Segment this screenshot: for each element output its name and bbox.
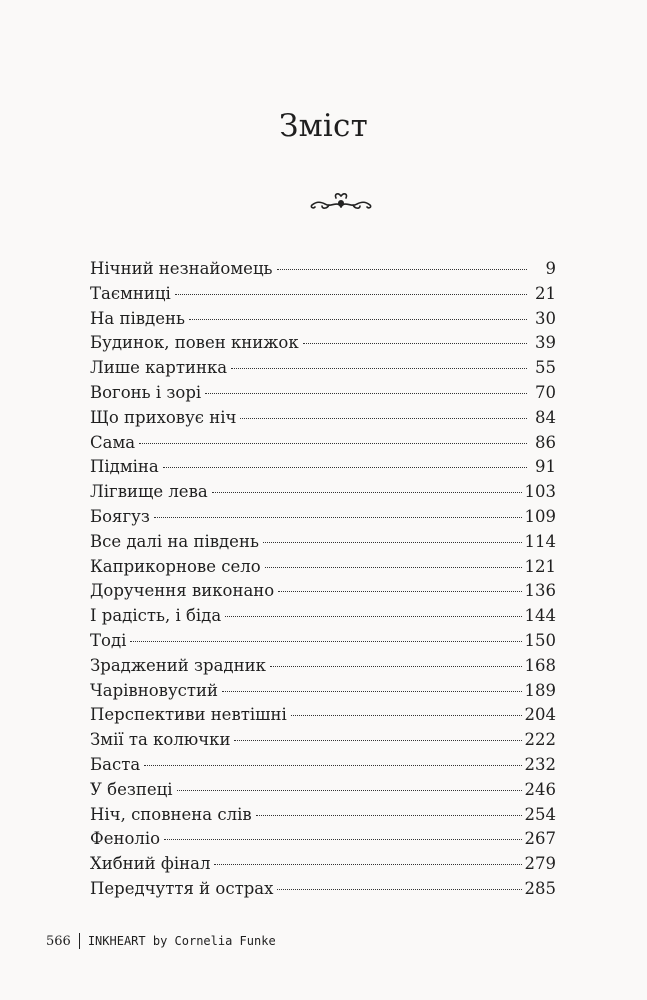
toc-entry [90,879,556,904]
toc-entry-title: Ніч, сповнена слів [90,804,252,824]
dot-leader [263,542,522,543]
toc-entry-page: 189 [524,680,556,700]
toc-entry-title: Вогонь і зорі [90,382,202,402]
dot-leader [163,467,527,468]
footer-book-title: INKHEART by Cornelia Funke [87,934,276,948]
toc-entry [90,557,556,582]
toc-entry-page: 222 [524,730,556,750]
dot-leader [154,517,522,518]
toc-entry [90,780,556,805]
toc-entry [90,507,556,532]
toc-entry [90,333,556,358]
toc-entry [90,730,556,755]
toc-entry-title: Змії та колючки [90,730,231,750]
dot-leader [256,815,522,816]
toc-entry-page: 21 [535,283,556,303]
toc-entry-title: У безпеці [90,779,173,799]
toc-entry [90,259,556,284]
toc-entry-page: 285 [524,878,556,898]
toc-entry-title: Лігвище лева [90,482,208,502]
toc-entry-page: 55 [535,358,556,378]
toc-entry-page: 168 [524,655,556,675]
toc-entry [90,408,556,433]
toc-entry-page: 232 [524,754,556,774]
toc-entry [90,482,556,507]
dot-leader [277,269,527,270]
toc-entry-page: 121 [524,556,556,576]
toc-entry-title: Передчуття й острах [90,878,274,898]
toc-entry-title: Таємниці [90,283,171,303]
toc-entry [90,755,556,780]
toc-entry-title: Все далі на південь [90,531,259,551]
toc-entry-page: 39 [535,333,556,353]
toc-entry-title: Хибний фінал [90,854,211,874]
toc-entry [90,606,556,631]
toc-entry [90,532,556,557]
toc-entry-title: Боягуз [90,506,150,526]
toc-entry-title: Будинок, повен книжок [90,333,299,353]
toc-entry-page: 114 [524,531,556,551]
dot-leader [303,343,527,344]
toc-entry-page: 70 [535,382,556,402]
toc-entry-title: Лише картинка [90,358,228,378]
dot-leader [291,715,522,716]
footer-page-number: 566 [46,933,71,949]
table-of-contents [90,259,556,904]
dot-leader [231,368,527,369]
toc-entry-title: Феноліо [90,829,161,849]
dot-leader [144,765,521,766]
toc-entry-page: 246 [524,779,556,799]
dot-leader [139,443,527,444]
toc-entry [90,581,556,606]
toc-entry-page: 267 [524,829,556,849]
toc-entry [90,284,556,309]
toc-entry [90,631,556,656]
toc-entry-title: І радість, і біда [90,606,222,626]
toc-entry-page: 279 [524,854,556,874]
toc-entry [90,457,556,482]
dot-leader [164,839,521,840]
toc-entry [90,705,556,730]
toc-entry-title: Каприкорнове село [90,556,261,576]
dot-leader [277,889,521,890]
toc-entry [90,433,556,458]
toc-entry [90,358,556,383]
dot-leader [234,740,521,741]
toc-entry [90,309,556,334]
dot-leader [205,393,527,394]
dot-leader [130,641,521,642]
toc-entry [90,383,556,408]
page-footer [46,933,276,949]
toc-entry-page: 84 [535,407,556,427]
toc-entry-title: Нічний незнайомець [90,259,273,278]
dot-leader [222,691,521,692]
toc-entry-title: Перспективи невтішні [90,705,287,725]
toc-entry-page: 86 [535,432,556,452]
footer-divider [79,933,80,949]
toc-entry-page: 30 [535,308,556,328]
dot-leader [270,666,522,667]
toc-entry-page: 144 [524,606,556,626]
dot-leader [240,418,527,419]
toc-entry-title: Що приховує ніч [90,407,237,427]
toc-entry-page: 109 [524,506,556,526]
toc-entry-title: На південь [90,308,185,328]
toc-entry-title: Зраджений зрадник [90,655,266,675]
toc-entry-page: 103 [524,482,556,502]
toc-entry-title: Сама [90,432,136,452]
toc-entry-title: Чарівновустий [90,680,219,700]
toc-entry-title: Тоді [90,630,127,650]
dot-leader [189,319,527,320]
toc-entry-page: 136 [524,581,556,601]
toc-entry [90,805,556,830]
toc-entry-page: 150 [524,630,556,650]
toc-entry [90,681,556,706]
dot-leader [175,294,527,295]
dot-leader [265,567,522,568]
toc-entry-title: Підміна [90,457,159,477]
toc-entry-title: Доручення виконано [90,581,275,601]
toc-entry [90,656,556,681]
page-title: Зміст [279,108,368,144]
toc-entry-page: 9 [545,259,556,278]
toc-entry [90,854,556,879]
toc-entry-page: 254 [524,804,556,824]
flourish-ornament-icon [307,190,375,214]
dot-leader [212,492,522,493]
dot-leader [177,790,522,791]
toc-entry-page: 91 [535,457,556,477]
toc-entry-page: 204 [524,705,556,725]
toc-entry [90,829,556,854]
dot-leader [225,616,521,617]
toc-entry-title: Баста [90,754,141,774]
dot-leader [278,591,521,592]
dot-leader [214,864,521,865]
